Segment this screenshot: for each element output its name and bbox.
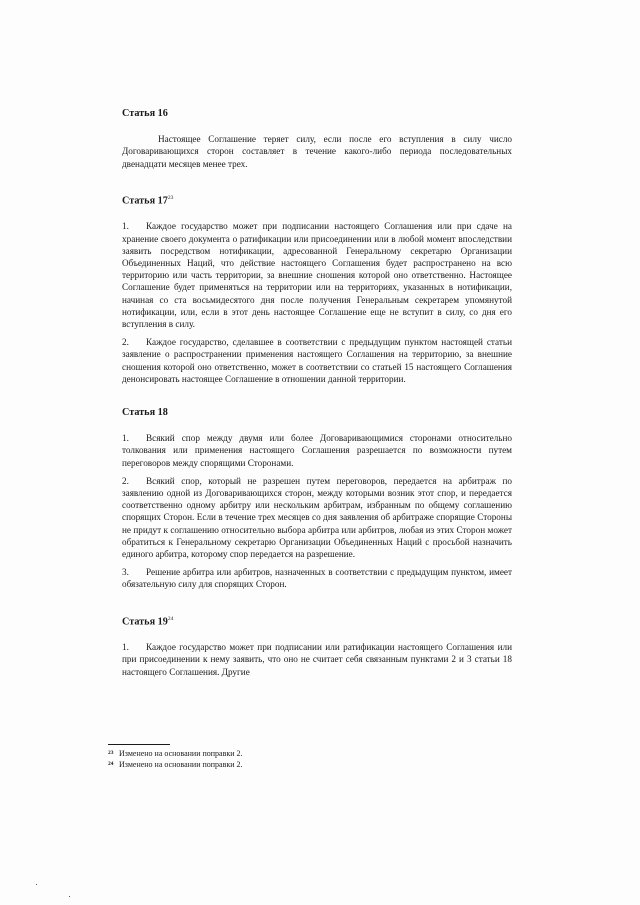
article-16-paragraph: Настоящее Соглашение теряет силу, если после его вступления в силу число Договаривающихся сторон составляет в течение какого-либо периода последовательных двенадцати месяцев менее трех. (122, 134, 512, 169)
paragraph-number: 1. (122, 433, 129, 444)
footnote-ref-24: 24 (167, 615, 174, 622)
article-18-heading (122, 407, 512, 419)
article-18-heading-text: Статья 18 (122, 407, 168, 419)
article-17-heading (122, 192, 512, 208)
article-17-heading-text: Статья 17 (122, 195, 168, 207)
paragraph-text: Всякий спор, который не разрешен путем переговоров, передается на арбитраж по заявлению одной из Договаривающихся сторон, между которыми возник этот спор, и передается соответственно одному арбитру или нескольким арбитрам, избранным по общему соглашению спорящих Сторон. Если в течение трех месяцев со дня заявления об арбитраже спорящие Стороны не придут к соглашению относительно выбора арбитра или арбитров, любая из этих Сторон может обратиться к Генеральному секретарю Организации Объединенных Наций с просьбой назначить единого арбитра, которому спор передается на разрешение. (122, 475, 512, 560)
article-16-heading (122, 108, 512, 120)
scan-speck (36, 884, 37, 885)
paragraph-number: 1. (122, 221, 129, 232)
paragraph-text: Всякий спор между двумя или более Договаривающимися сторонами относительно толкования или применения настоящего Соглашения разрешается по возможности путем переговоров между спорящими Сторонами. (122, 433, 512, 468)
article-19-heading (122, 613, 512, 629)
paragraph-text: Каждое государство, сделавшее в соответствии с предыдущим пунктом настоящей статьи заявление о распространении применения настоящего Соглашения на территорию, за внешние сношения которой оно ответственно, может в соответствии со статьей 15 настоящего Соглашения денонсировать настоящее Соглашение в отношении данной территории. (122, 337, 512, 384)
paragraph-number: 1. (122, 642, 129, 653)
scan-speck (69, 896, 70, 897)
footnote-23 (108, 749, 508, 760)
article-18-paragraph-2 (122, 475, 512, 560)
article-17-paragraph-1 (122, 220, 512, 330)
document-body (122, 108, 512, 684)
footnote-text: Изменено на основании поправки 2. (119, 759, 243, 769)
footnote-text: Изменено на основании поправки 2. (119, 749, 243, 758)
footnote-mark: 24 (108, 760, 114, 767)
footnote-24 (108, 760, 508, 771)
footnotes (108, 744, 508, 770)
article-16-heading-text: Статья 16 (122, 108, 168, 119)
paragraph-text: Каждое государство может при подписании настоящего Соглашения или при сдаче на хранение своего документа о ратификации или присоединении или в любой момент впоследствии заявить посредством нотификации, адресованной Генеральному секретарю Организации Объединенных Наций, что действие настоящего Соглашения будет распространено на всю территорию или часть территории, за внешние сношения которой оно ответственно. Настоящее Соглашение будет применяться на территории или на территориях, указанных в нотификации, начиная со ста восьмидесятого дня после получения Генеральным секретарем упомянутой нотификации, или, если в этот день настоящее Соглашение еще не вступит в силу, со дня его вступления в силу. (122, 221, 512, 330)
article-18-paragraph-3 (122, 566, 512, 590)
footnote-divider (108, 744, 170, 745)
footnote-ref-23: 23 (167, 194, 174, 201)
article-18-paragraph-1 (122, 432, 512, 469)
paragraph-number: 2. (122, 337, 129, 348)
footnote-mark: 23 (108, 750, 114, 756)
paragraph-number: 2. (122, 475, 129, 486)
paragraph-text: Решение арбитра или арбитров, назначенных в соответствии с предыдущим пунктом, имеет обязательную силу для спорящих Сторон. (122, 567, 512, 590)
article-17-paragraph-2 (122, 336, 512, 385)
article-19-paragraph-1 (122, 641, 512, 678)
article-19-heading-text: Статья 19 (122, 616, 168, 628)
paragraph-number: 3. (122, 567, 129, 578)
paragraph-text: Каждое государство может при подписании или ратификации настоящего Соглашения или при присоединении к нему заявить, что оно не считает себя связанным пунктами 2 и 3 статьи 18 настоящего Соглашения. Другие (122, 642, 512, 677)
